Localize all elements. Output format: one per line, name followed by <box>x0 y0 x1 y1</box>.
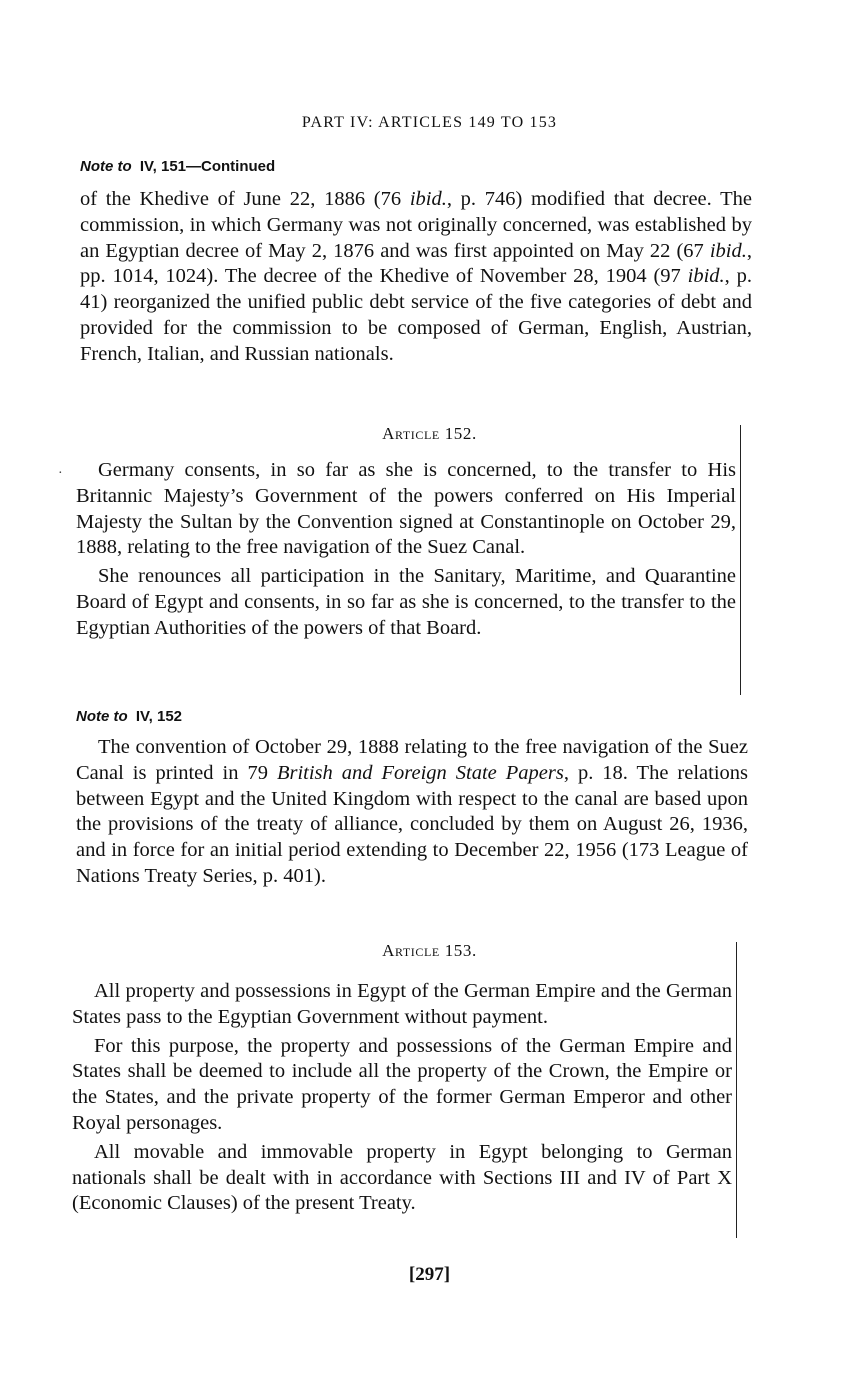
note-152-heading-ref: IV, 152 <box>135 708 183 725</box>
note-152-body <box>76 735 748 890</box>
article-152-title: Article 152. <box>382 424 477 443</box>
note-152-heading <box>76 708 182 725</box>
note-151-text-4: , p. 41) reorganized the unified public debt service of the five categories of debt and provided for the commission to be composed of German, English, Austrian, French, Italian, and Russian nationals. <box>80 265 753 365</box>
article-153-paragraph-3: All movable and immovable property in Egypt belonging to German nationals shall be dealt with in accordance with Sections III and IV of Part X (Economic Clauses) of the present Treaty. <box>72 1140 732 1215</box>
note-152-paragraph <box>76 735 748 890</box>
note-151-heading <box>80 158 275 175</box>
note-151-ibid-1: ibid. <box>409 188 447 210</box>
article-153-margin-rule <box>736 942 737 1238</box>
note-151-ibid-3: ibid. <box>687 265 725 288</box>
article-153-title: Article 153. <box>382 941 477 960</box>
note-152-heading-prefix: Note to <box>76 708 128 725</box>
note-151-text-3: , pp. 1014, 1024). The decree of the Khedive of November 28, 1904 (97 <box>80 239 752 288</box>
article-152-margin-rule <box>740 425 741 695</box>
note-151-heading-prefix: Note to <box>80 158 132 175</box>
article-153-paragraph-1: All property and possessions in Egypt of the German Empire and the German States pass to the Egyptian Government without payment. <box>72 980 732 1028</box>
note-151-body <box>80 187 752 368</box>
note-152-citation: British and Foreign State Papers <box>276 761 564 784</box>
note-152-text-1: The convention of October 29, 1888 relating to the free navigation of the Suez Canal is printed in 79 <box>76 736 748 784</box>
note-151-text-1: of the Khedive of June 22, 1886 (76 <box>80 188 410 210</box>
note-151-paragraph <box>80 187 752 368</box>
note-151-heading-suffix: —Continued <box>186 158 276 175</box>
note-152-text-2: , p. 18. The relations between Egypt and the United Kingdom with respect to the canal are based upon the provisions of the treaty of alliance, concluded by them on August 26, 1936, and in force for an initial period extending to December 22, 1956 (173 League of Nations Treaty Series, p. 401). <box>76 761 748 887</box>
margin-mark: · <box>58 466 63 481</box>
article-153-paragraph-2: For this purpose, the property and possessions of the German Empire and States shall be deemed to include all the property of the Crown, the Empire or the States, and the private property of the former German Emperor and other Royal personages. <box>72 1034 732 1134</box>
article-152-body <box>76 458 736 642</box>
note-151-heading-ref: IV, 151 <box>139 158 187 175</box>
running-head: PART IV: ARTICLES 149 TO 153 <box>301 114 558 131</box>
article-153-body <box>72 979 732 1217</box>
note-151-ibid-2: ibid. <box>709 239 747 262</box>
note-151-text-2: , p. 746) modified that decree. The commission, in which Germany was not originally concerned, was established by an Egyptian decree of May 2, 1876 and was first appointed on May 22 (67 <box>80 188 752 262</box>
article-152-paragraph-1: Germany consents, in so far as she is concerned, to the transfer to His Britannic Majesty’s Government of the powers conferred on His Imperial Majesty the Sultan by the Convention signed at Constantinople on October 29, 1888, relating to the free navigation of the Suez Canal. <box>76 459 736 559</box>
article-152-paragraph-2: She renounces all participation in the Sanitary, Maritime, and Quarantine Board of Egypt and consents, in so far as she is concerned, to the transfer to the Egyptian Authorities of the powers of that Board. <box>76 565 736 639</box>
page-number: [297] <box>408 1264 451 1285</box>
